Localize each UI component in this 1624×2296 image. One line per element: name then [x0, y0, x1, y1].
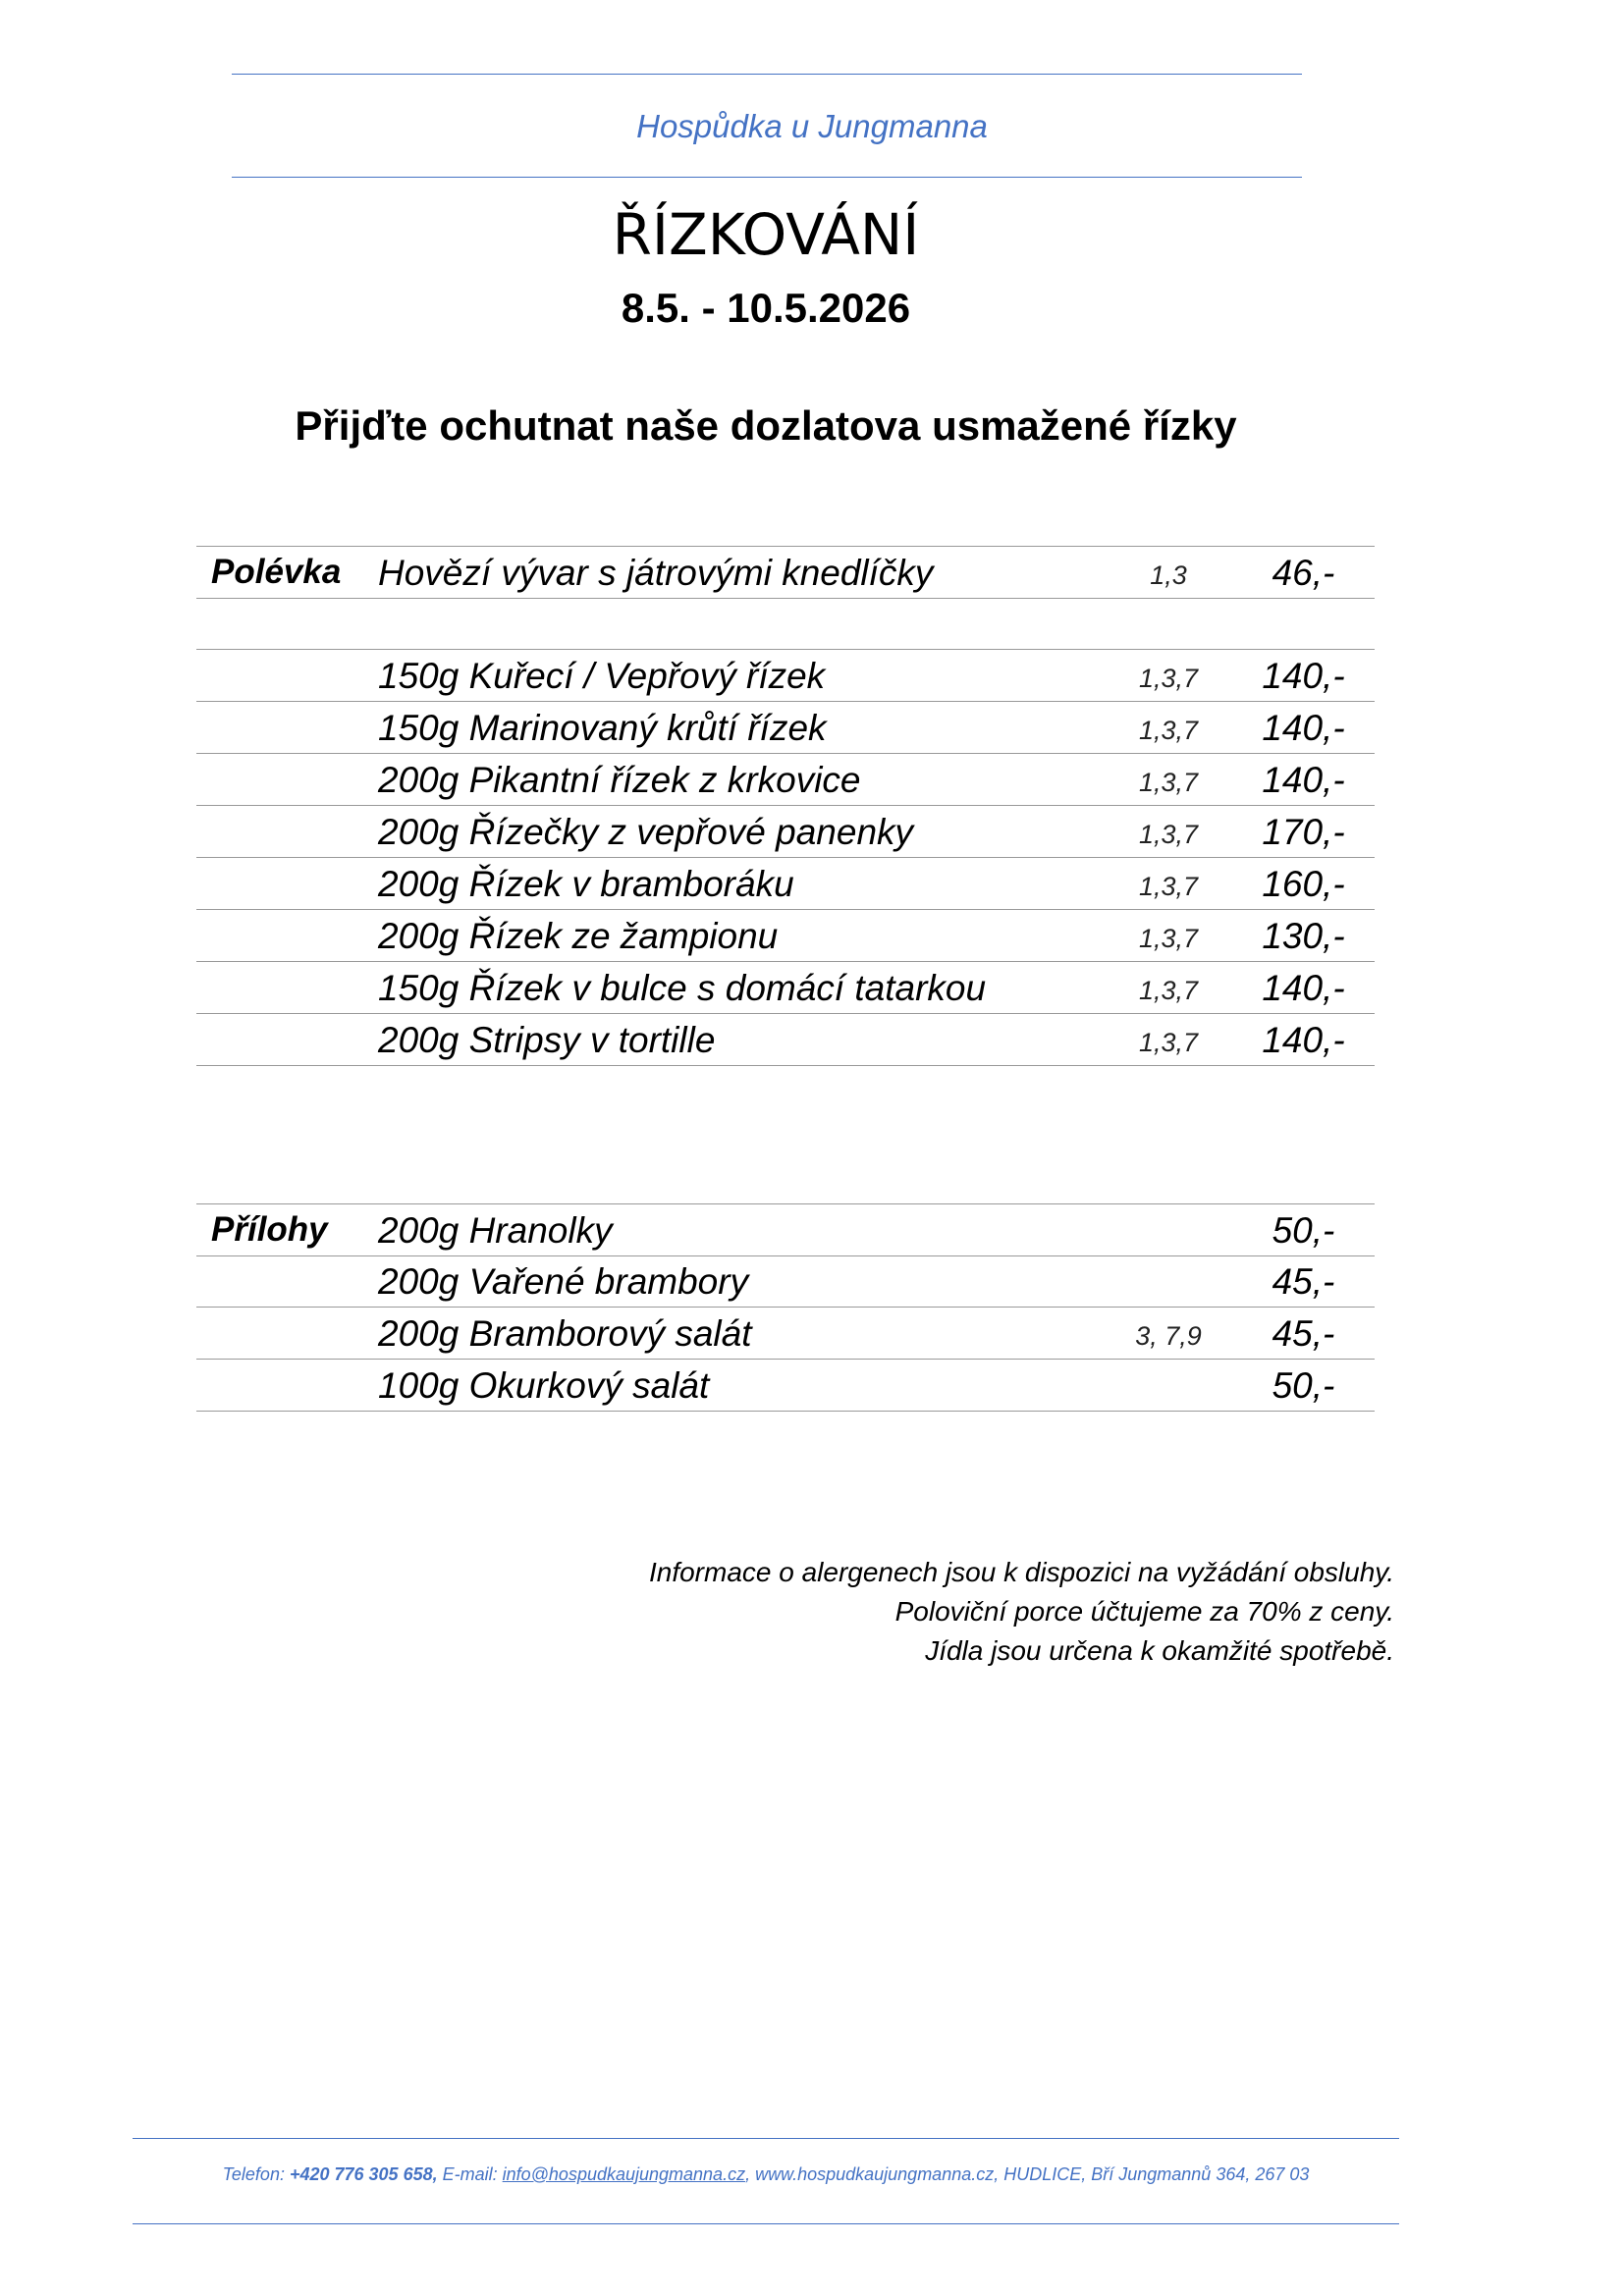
menu-row-side: [196, 1308, 1375, 1360]
note-line: Informace o alergenech jsou k dispozici na vyžádání obsluhy.: [648, 1557, 1394, 1587]
dish-name: Hovězí vývar s játrovými knedlíčky: [378, 553, 934, 593]
dish-price: 45,-: [1272, 1313, 1335, 1354]
category-label: Polévka: [211, 553, 342, 591]
dish-price: 50,-: [1272, 1210, 1335, 1251]
footer-bottom-rule: [133, 2223, 1399, 2224]
menu-title: ŘÍZKOVÁNÍ: [612, 201, 920, 268]
dish-name: 150g Kuřecí / Vepřový řízek: [378, 656, 826, 696]
menu-row-main: [196, 962, 1375, 1014]
allergens: 1,3,7: [1138, 820, 1199, 849]
dish-price: 170,-: [1262, 812, 1345, 852]
allergens: 1,3,7: [1138, 872, 1199, 901]
dish-price: 45,-: [1272, 1261, 1335, 1302]
phone-label: Telefon:: [222, 2164, 290, 2184]
dish-price: 160,-: [1262, 864, 1345, 904]
dish-name: 200g Vařené brambory: [378, 1261, 749, 1302]
menu-subtitle: Přijďte ochutnat naše dozlatova usmažené řízky: [295, 402, 1237, 449]
dish-price: 140,-: [1262, 968, 1345, 1008]
dish-price: 46,-: [1272, 553, 1335, 593]
dish-name: 200g Řízečky z vepřové panenky: [378, 812, 914, 852]
note-line: Poloviční porce účtujeme za 70% z ceny.: [894, 1596, 1394, 1627]
email-link[interactable]: info@hospudkaujungmanna.cz: [502, 2164, 746, 2184]
menu-row-main: [196, 650, 1375, 702]
note-line: Jídla jsou určena k okamžité spotřebě.: [925, 1635, 1394, 1666]
menu-row-main: [196, 1014, 1375, 1066]
menu-row-main: [196, 858, 1375, 910]
category-label: Přílohy: [211, 1210, 328, 1249]
footer-top-rule: [133, 2138, 1399, 2139]
allergens: 1,3,7: [1138, 664, 1199, 693]
dish-name: 100g Okurkový salát: [378, 1365, 710, 1406]
dish-name: 200g Řízek v bramboráku: [378, 864, 794, 904]
allergen-notes: [393, 1553, 1394, 1671]
footer-contact: [0, 2164, 1532, 2185]
dish-name: 200g Řízek ze žampionu: [378, 916, 779, 956]
email-label: E-mail:: [437, 2164, 503, 2184]
dish-price: 50,-: [1272, 1365, 1335, 1406]
allergens: 1,3,7: [1138, 768, 1199, 797]
menu-row-empty: [196, 598, 1375, 650]
menu-row-main: [196, 806, 1375, 858]
menu-row-side: [196, 1360, 1375, 1412]
dish-name: 150g Řízek v bulce s domácí tatarkou: [378, 968, 987, 1008]
dish-price: 140,-: [1262, 1020, 1345, 1060]
footer-address: , www.hospudkaujungmanna.cz, HUDLICE, Bří Jungmannů 364, 267 03: [745, 2164, 1310, 2184]
restaurant-name: Hospůdka u Jungmanna: [636, 108, 988, 144]
allergens: 1,3: [1150, 561, 1187, 590]
dish-name: 200g Bramborový salát: [378, 1313, 752, 1354]
dish-price: 140,-: [1262, 708, 1345, 748]
allergens: 1,3,7: [1138, 924, 1199, 953]
menu-row-main: [196, 702, 1375, 754]
menu-row-soup: [196, 546, 1375, 599]
header-top-rule: [232, 74, 1302, 75]
dish-price: 140,-: [1262, 760, 1345, 800]
dish-name: 200g Stripsy v tortille: [378, 1020, 716, 1060]
menu-date: 8.5. - 10.5.2026: [621, 285, 911, 331]
allergens: 1,3,7: [1138, 976, 1199, 1005]
allergens: 1,3,7: [1138, 716, 1199, 745]
allergens: 1,3,7: [1138, 1028, 1199, 1057]
allergens: 3, 7,9: [1135, 1321, 1202, 1351]
menu-row-side: [196, 1203, 1375, 1256]
menu-row-side: [196, 1255, 1375, 1308]
dish-name: 200g Hranolky: [378, 1210, 613, 1251]
dish-price: 130,-: [1262, 916, 1345, 956]
phone-number[interactable]: +420 776 305 658,: [289, 2164, 438, 2184]
header-bottom-rule: [232, 177, 1302, 178]
dish-name: 200g Pikantní řízek z krkovice: [378, 760, 861, 800]
menu-row-main: [196, 754, 1375, 806]
dish-price: 140,-: [1262, 656, 1345, 696]
menu-row-main: [196, 910, 1375, 962]
dish-name: 150g Marinovaný krůtí řízek: [378, 708, 827, 748]
